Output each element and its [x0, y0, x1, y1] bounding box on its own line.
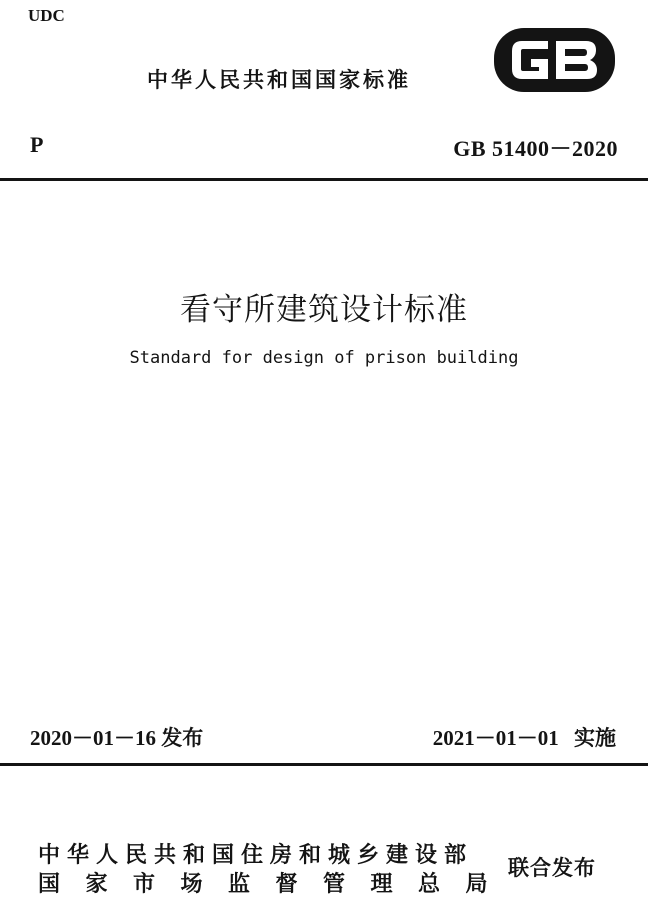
issue-label: 发布	[161, 726, 204, 750]
implementation-date: 2021－01－01	[432, 726, 559, 750]
top-divider	[0, 178, 648, 181]
document-title-english: Standard for design of prison building	[129, 348, 519, 368]
joint-issue-label: 联合发布	[508, 856, 596, 880]
implementation-date-block	[433, 722, 616, 752]
document-title-chinese: 看守所建筑设计标准	[180, 292, 468, 328]
standard-number: GB 51400－2020	[453, 136, 618, 161]
standard-type-title: 中华人民共和国国家标准	[147, 68, 411, 92]
issue-date-block	[30, 722, 203, 752]
issue-date: 2020－01－16	[30, 726, 156, 750]
classification-code: P	[30, 132, 44, 157]
bottom-divider	[0, 763, 648, 766]
gb-logo-icon	[492, 26, 617, 94]
udc-label: UDC	[28, 6, 65, 25]
implementation-label: 实施	[574, 726, 616, 750]
issuer-line-1: 中华人民共和国住房和城乡建设部	[38, 843, 474, 868]
issuer-line-2: 国家市场监督管理总局	[38, 872, 514, 897]
